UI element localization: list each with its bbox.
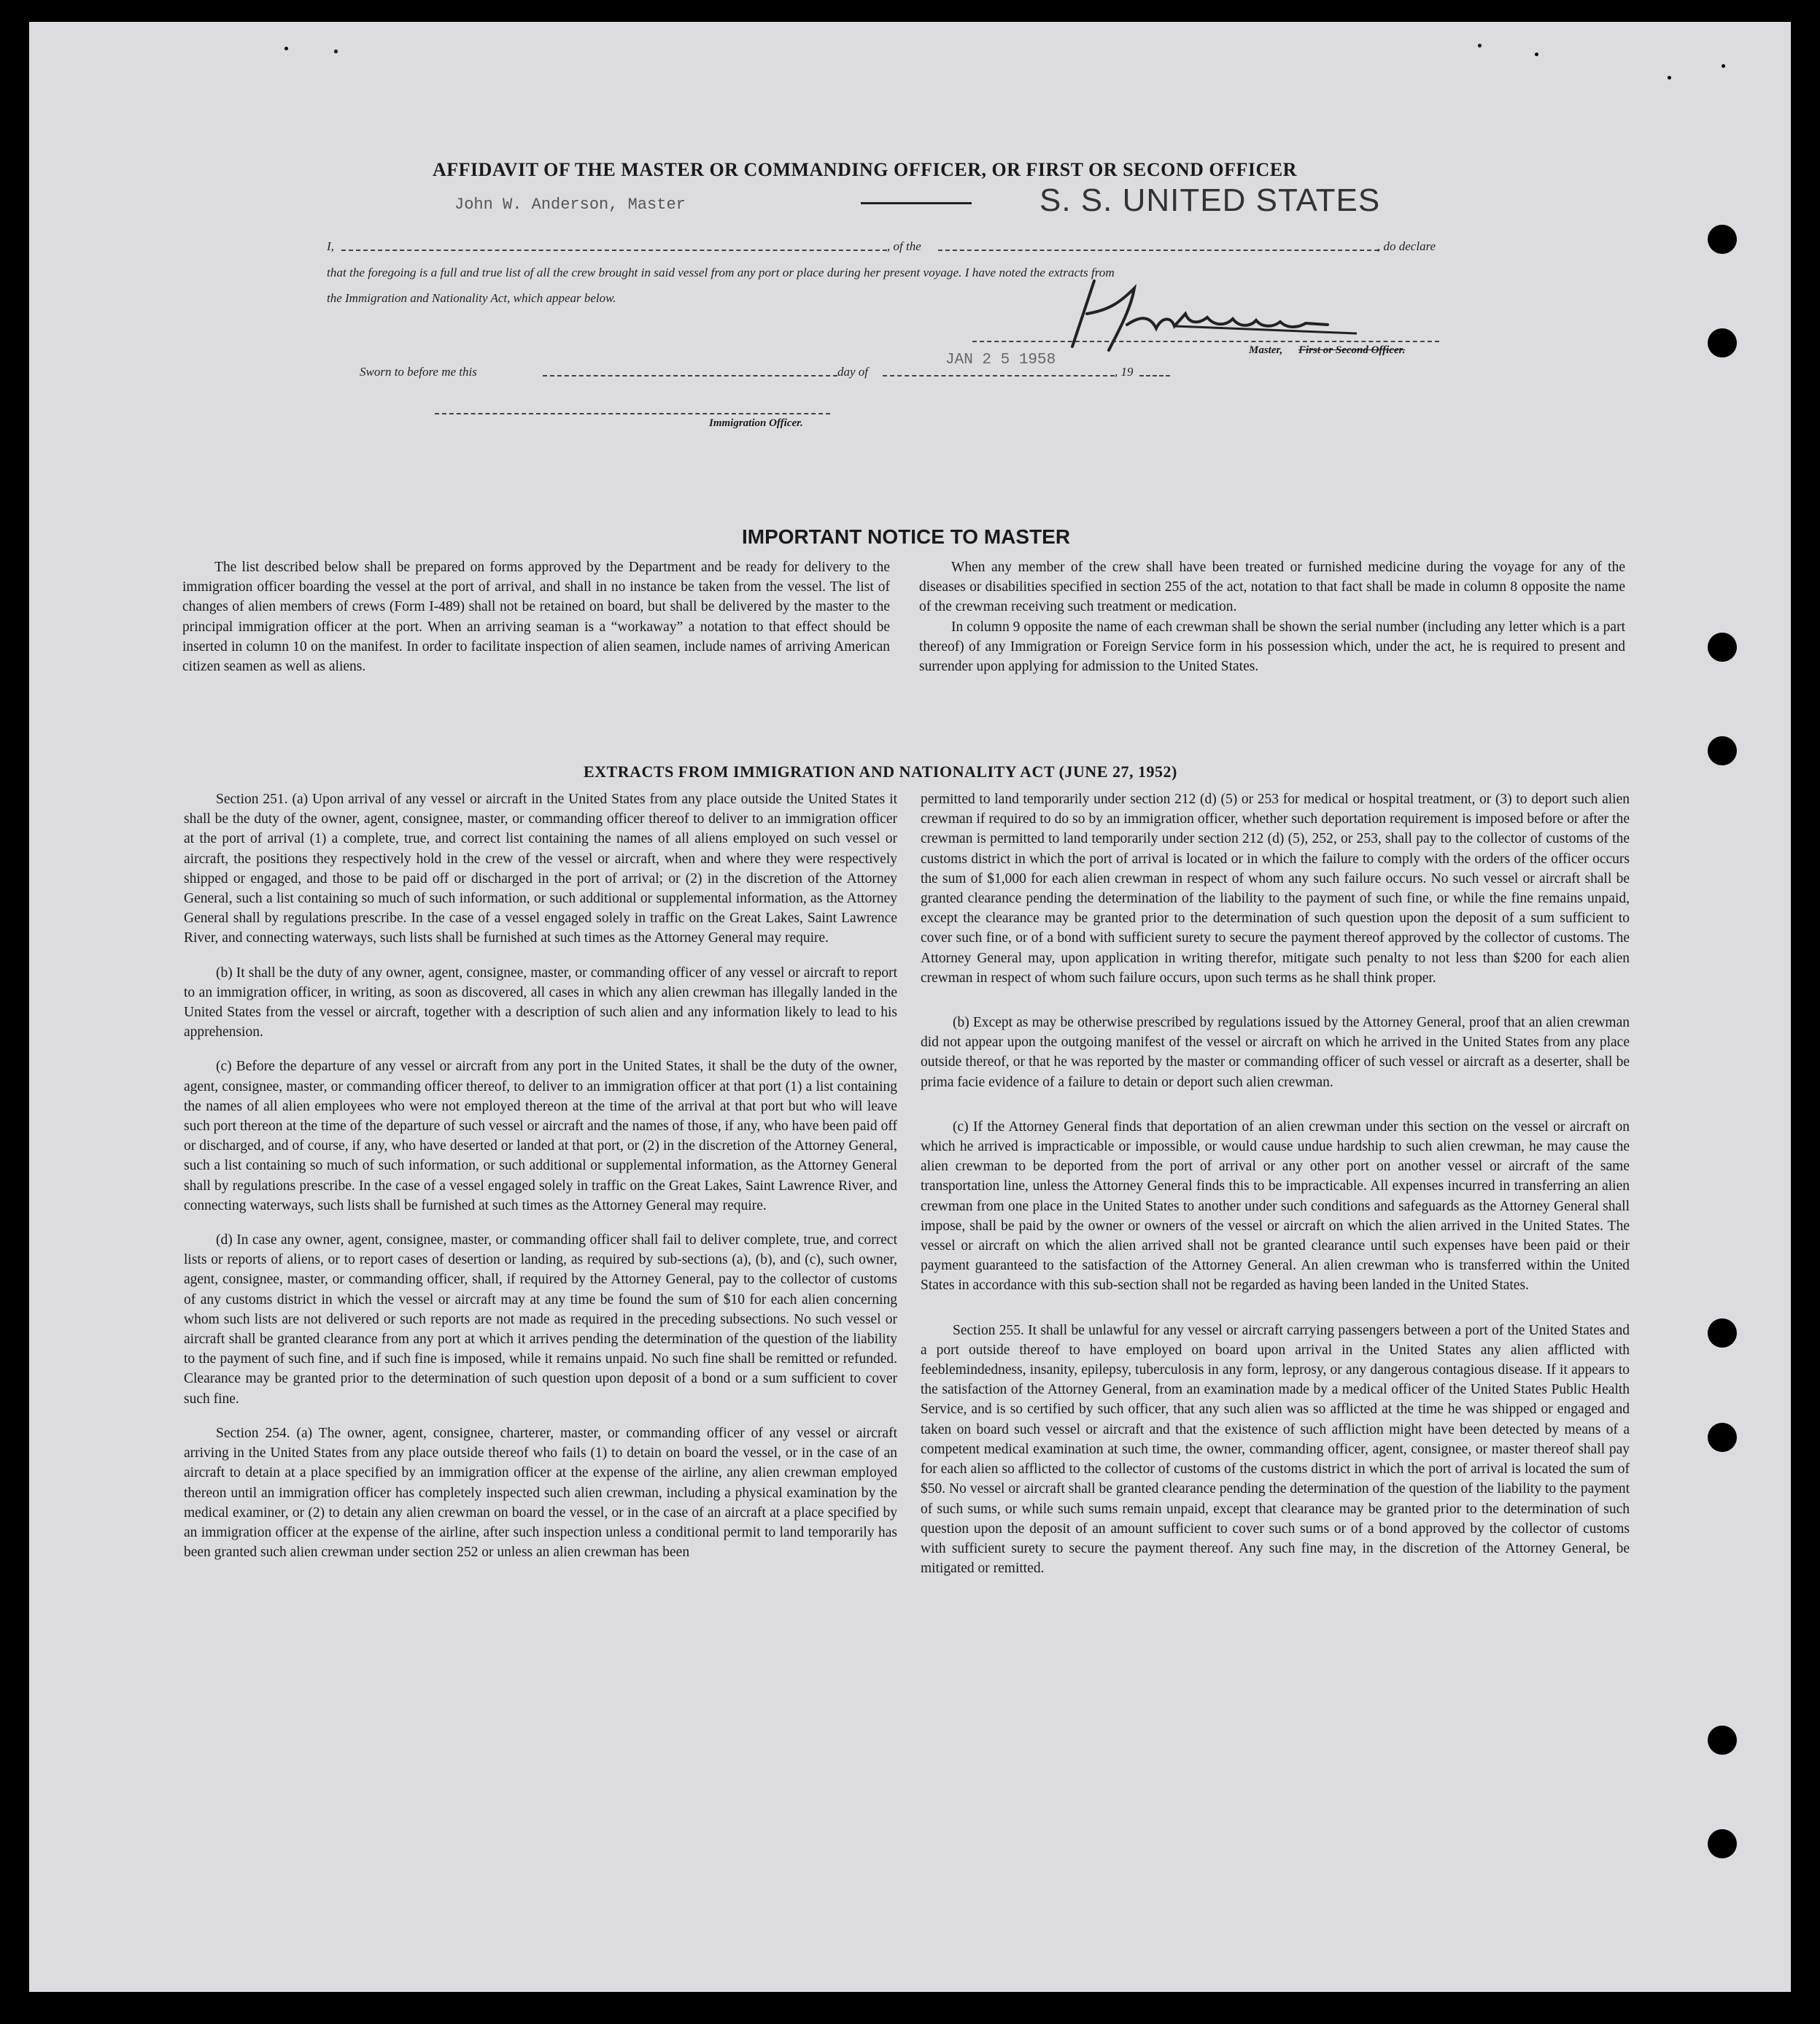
extracts-right-column (921, 789, 1630, 1593)
declaration-line-2: that the foregoing is a full and true list of all the crew brought in said vessel from any port or place during her present voyage. I have noted the extracts from (327, 266, 1115, 279)
punch-hole (1708, 633, 1737, 662)
notice-paragraph: In column 9 opposite the name of each crewman shall be shown the serial number (including any letter which is a part thereof) of any Immigration or Foreign Service form in his possession which, under the act, he is required to present and surrender upon applying for admission to the United States. (919, 619, 1625, 675)
sworn-label: Sworn to before me this (360, 365, 477, 379)
notice-right-column (919, 557, 1625, 691)
name-line (341, 250, 887, 251)
officer-line (435, 413, 830, 414)
punch-hole (1708, 1829, 1737, 1858)
notice-left-column (182, 557, 890, 691)
affidavit-title: AFFIDAVIT OF THE MASTER OR COMMANDING OFFICER, OR FIRST OR SECOND OFFICER (433, 159, 1297, 180)
punch-hole (1708, 1318, 1737, 1348)
notice-paragraph: The list described below shall be prepared on forms approved by the Department and be ready for delivery to the immigration officer boarding the vessel at the port of arrival, and shall in no instance be taken from the vessel. The list of changes of alien members of crews (Form I-489) shall not be retained on board, but shall be delivered by the master to the principal immigration officer at the port. When an arriving seaman is a “workaway” a notation to that effect should be inserted in column 10 on the manifest. In order to facilitate inspection of alien seamen, include names of arriving American citizen seamen as well as aliens. (182, 560, 890, 675)
punch-hole (1708, 1726, 1737, 1755)
extract-paragraph: (b) Except as may be otherwise prescribed by regulations issued by the Attorney General, proof that an alien crewman did not appear upon the outgoing manifest of the vessel or aircraft on which he arrived in the United States from any place outside thereof, or that he was reported by the master or commanding officer of such vessel or aircraft as a deserter, shall be prima facie evidence of a failure to detain or deport such alien crewman. (921, 1015, 1630, 1090)
extract-paragraph: Section 251. (a) Upon arrival of any vessel or aircraft in the United States from any place outside the United States it shall be the duty of the owner, agent, consignee, master, or commanding officer thereof to deliver to an immigration officer at the port of arrival (1) a complete, true, and correct list containing the names of all aliens employed on such vessel or aircraft, the positions they respectively hold in the crew of the vessel or aircraft, when and where they were respectively shipped or engaged, and those to be paid off or discharged in the port of arrival; or (2) in the discretion of the Attorney General, such a list containing so much of such information, or such additional or supplemental information, as the Attorney General shall by regulations prescribe. In the case of a vessel engaged solely in traffic on the Great Lakes, Saint Lawrence River, and connecting waterways, such lists shall be furnished at such times as the Attorney General may require. (184, 792, 897, 946)
speck (1668, 76, 1671, 80)
extract-paragraph: permitted to land temporarily under section 212 (d) (5) or 253 for medical or hospital treatment, or (3) to deport such alien crewman if required to do so by an immigration officer, whether such deportation requirement is imposed before or after the crewman is permitted to land temporarily under section 212 (d) (5), 252, or 253, shall pay to the collector of customs of the customs district in which the port of arrival is located or in which the failure to comply with the orders of the officer occurs the sum of $1,000 for each alien crewman in respect of whom any such failure occurs. No such vessel or aircraft shall be granted clearance pending the determination of the liability to the payment of such fine, or while the fine remains unpaid, except the clearance may be granted prior to the determination of such question upon the deposit of a sum sufficient to cover such fine, or of a bond with sufficient surety to secure the payment thereof approved by the collector of customs. The Attorney General may, upon application in writing therefor, mitigate such penalty to not less than $200 for each alien crewman in respect of whom such failure occurs, upon such terms as he shall think proper. (921, 792, 1630, 986)
speck (1722, 64, 1725, 68)
extracts-title: EXTRACTS FROM IMMIGRATION AND NATIONALITY ACT (JUNE 27, 1952) (584, 762, 1177, 781)
year-prefix: , 19 (1115, 365, 1134, 379)
month-line (883, 375, 1115, 376)
speck (1478, 44, 1482, 47)
declaration-line-3: the Immigration and Nationality Act, which appear below. (327, 291, 616, 305)
extract-paragraph: (c) Before the departure of any vessel or aircraft from any port in the United States, it shall be the duty of the owner, agent, consignee, master, or commanding officer thereof, to deliver to an immigration officer at that port (1) a list containing the names of all alien employees who were not employed thereon at the time of the arrival at that port but who will leave such port thereon at the time of the departure of such vessel or aircraft and the names of those, if any, who have been paid off or discharged, and of course, if any, who have deserted or landed at that port, or (2) in the discretion of the Attorney General, such a list containing so much of such information, or such additional or supplemental information, as the Attorney General shall by regulations prescribe. In the case of a vessel engaged solely in traffic on the Great Lakes, Saint Lawrence River, and connecting waterways, such lists shall be furnished at such times as the Attorney General may require. (184, 1059, 897, 1213)
punch-hole (1708, 736, 1737, 765)
extract-paragraph: Section 255. It shall be unlawful for any vessel or aircraft carrying passengers between a port of the United States and a port outside thereof to have employed on board upon arrival in the United States any alien afflicted with feeblemindedness, insanity, epilepsy, tuberculosis in any form, leprosy, or any dangerous contagious disease. If it appears to the satisfaction of the Attorney General, from an examination made by a medical officer of the United States Public Health Service, and is so certified by such officer, that any such alien was so afflicted at the time he was shipped or engaged and taken on board such vessel or aircraft and that the existence of such affliction might have been detected by means of a competent medical examination at such time, the owner, commanding officer, agent, consignee, or master thereof shall pay for each alien so afflicted to the collector of customs of the customs district in which the port of arrival is located the sum of $50. No vessel or aircraft shall be granted clearance pending the determination of the question of the liability to the payment of such sums, or while such sums remain unpaid, except that clearance may be granted prior to the determination of such question upon the deposit of an amount sufficient to cover such sums or of a bond approved by the collector of customs with sufficient surety to secure the payment thereof. Any such fine may, in the discretion of the Attorney General, be mitigated or remitted. (921, 1322, 1630, 1577)
i-label: I, (327, 239, 334, 253)
title-underline (861, 202, 972, 204)
struck-officer-label: First or Second Officer. (1298, 344, 1406, 356)
extracts-left-column (184, 789, 897, 1577)
speck (284, 47, 288, 50)
punch-hole (1708, 328, 1737, 358)
extract-paragraph: (d) In case any owner, agent, consignee, master, or commanding officer shall fail to deliver complete, true, and correct lists or reports of aliens, or to report cases of desertion or landing, as required by sub-sections (a), (b), and (c), such owner, agent, consignee, master, or commanding officer, shall, if required by the Attorney General, pay to the collector of customs of any customs district in which the vessel or aircraft may at any time be found the sum of $10 for each alien concerning whom such lists are not delivered or such reports are not made as required in the preceding subsections. No such vessel or aircraft shall be granted clearance from any port at which it arrives pending the determination of the question of the liability to the payment of such fine, and if such fine is imposed, while it remains unpaid. No such fine shall be remitted or refunded. Clearance may be granted prior to the determination of such question upon deposit of a bond or a sum sufficient to cover such fine. (184, 1232, 897, 1407)
date-stamp: JAN 2 5 1958 (945, 352, 1056, 368)
extract-paragraph: (b) It shall be the duty of any owner, agent, consignee, master, or commanding officer of any vessel or aircraft to report to an immigration officer, in writing, as soon as discovered, all cases in which any alien crewman has illegally landed in the United States from the vessel or aircraft, together with a description of such alien and any information likely to lead to his apprehension. (184, 965, 897, 1040)
punch-hole (1708, 225, 1737, 254)
speck (334, 50, 338, 53)
sworn-day-line (543, 375, 837, 376)
day-of-label: day of (837, 365, 869, 379)
do-declare-label: , do declare (1377, 239, 1436, 253)
master-name-typed: John W. Anderson, Master (454, 196, 686, 214)
notice-paragraph: When any member of the crew shall have been treated or furnished medicine during the voyage for any of the diseases or disabilities specified in section 255 of the act, notation to that fact shall be made in column 8 opposite the name of the crewman receiving such treatment or medication. (919, 560, 1625, 615)
notice-title: IMPORTANT NOTICE TO MASTER (742, 525, 1071, 548)
of-the-label: , of the (887, 239, 921, 253)
document-page (29, 22, 1791, 1992)
extract-paragraph: (c) If the Attorney General finds that deportation of an alien crewman under this section on the vessel or aircraft on which he arrived is impracticable or impossible, or would cause undue hardship to such alien crewman, he may cause the alien crewman to be deported from the port of arrival or any other port on another vessel or aircraft of the same transportation line, unless the Attorney General finds this to be impracticable. All expenses incurred in transferring an alien crewman from one place in the United States to another under such conditions and safeguards as the Attorney General shall impose, shall be paid by the owner or owners of the vessel or aircraft on which the alien arrived in the United States. The vessel or aircraft on which the alien arrived shall not be granted clearance until such expenses have been paid or their payment guaranteed to the satisfaction of the Attorney General. An alien crewman who is transferred within the United States in accordance with this sub-section shall not be regarded as having been landed in the United States. (921, 1119, 1630, 1294)
vessel-name: S. S. UNITED STATES (1039, 182, 1381, 218)
immigration-officer-label: Immigration Officer. (709, 417, 803, 429)
extract-paragraph: Section 254. (a) The owner, agent, consignee, charterer, master, or commanding officer of any vessel or aircraft arriving in the United States from any place outside thereof who fails (1) to detain on board the vessel, or in the case of an aircraft to detain at a place specified by an immigration officer at the expense of the airline, any alien crewman employed thereon until an immigration officer has completely inspected such alien crewman, including a physical examination by the medical examiner, or (2) to detain any alien crewman on board the vessel, or in the case of an aircraft at a place specified by an immigration officer at the expense of the airline, after such inspection unless a conditional permit to land temporarily has been granted such alien crewman under section 252 or unless an alien crewman has been (184, 1425, 897, 1561)
vessel-line (938, 250, 1379, 251)
speck (1535, 53, 1538, 56)
master-label: Master, (1249, 344, 1283, 356)
year-line (1139, 375, 1170, 376)
punch-hole (1708, 1423, 1737, 1452)
